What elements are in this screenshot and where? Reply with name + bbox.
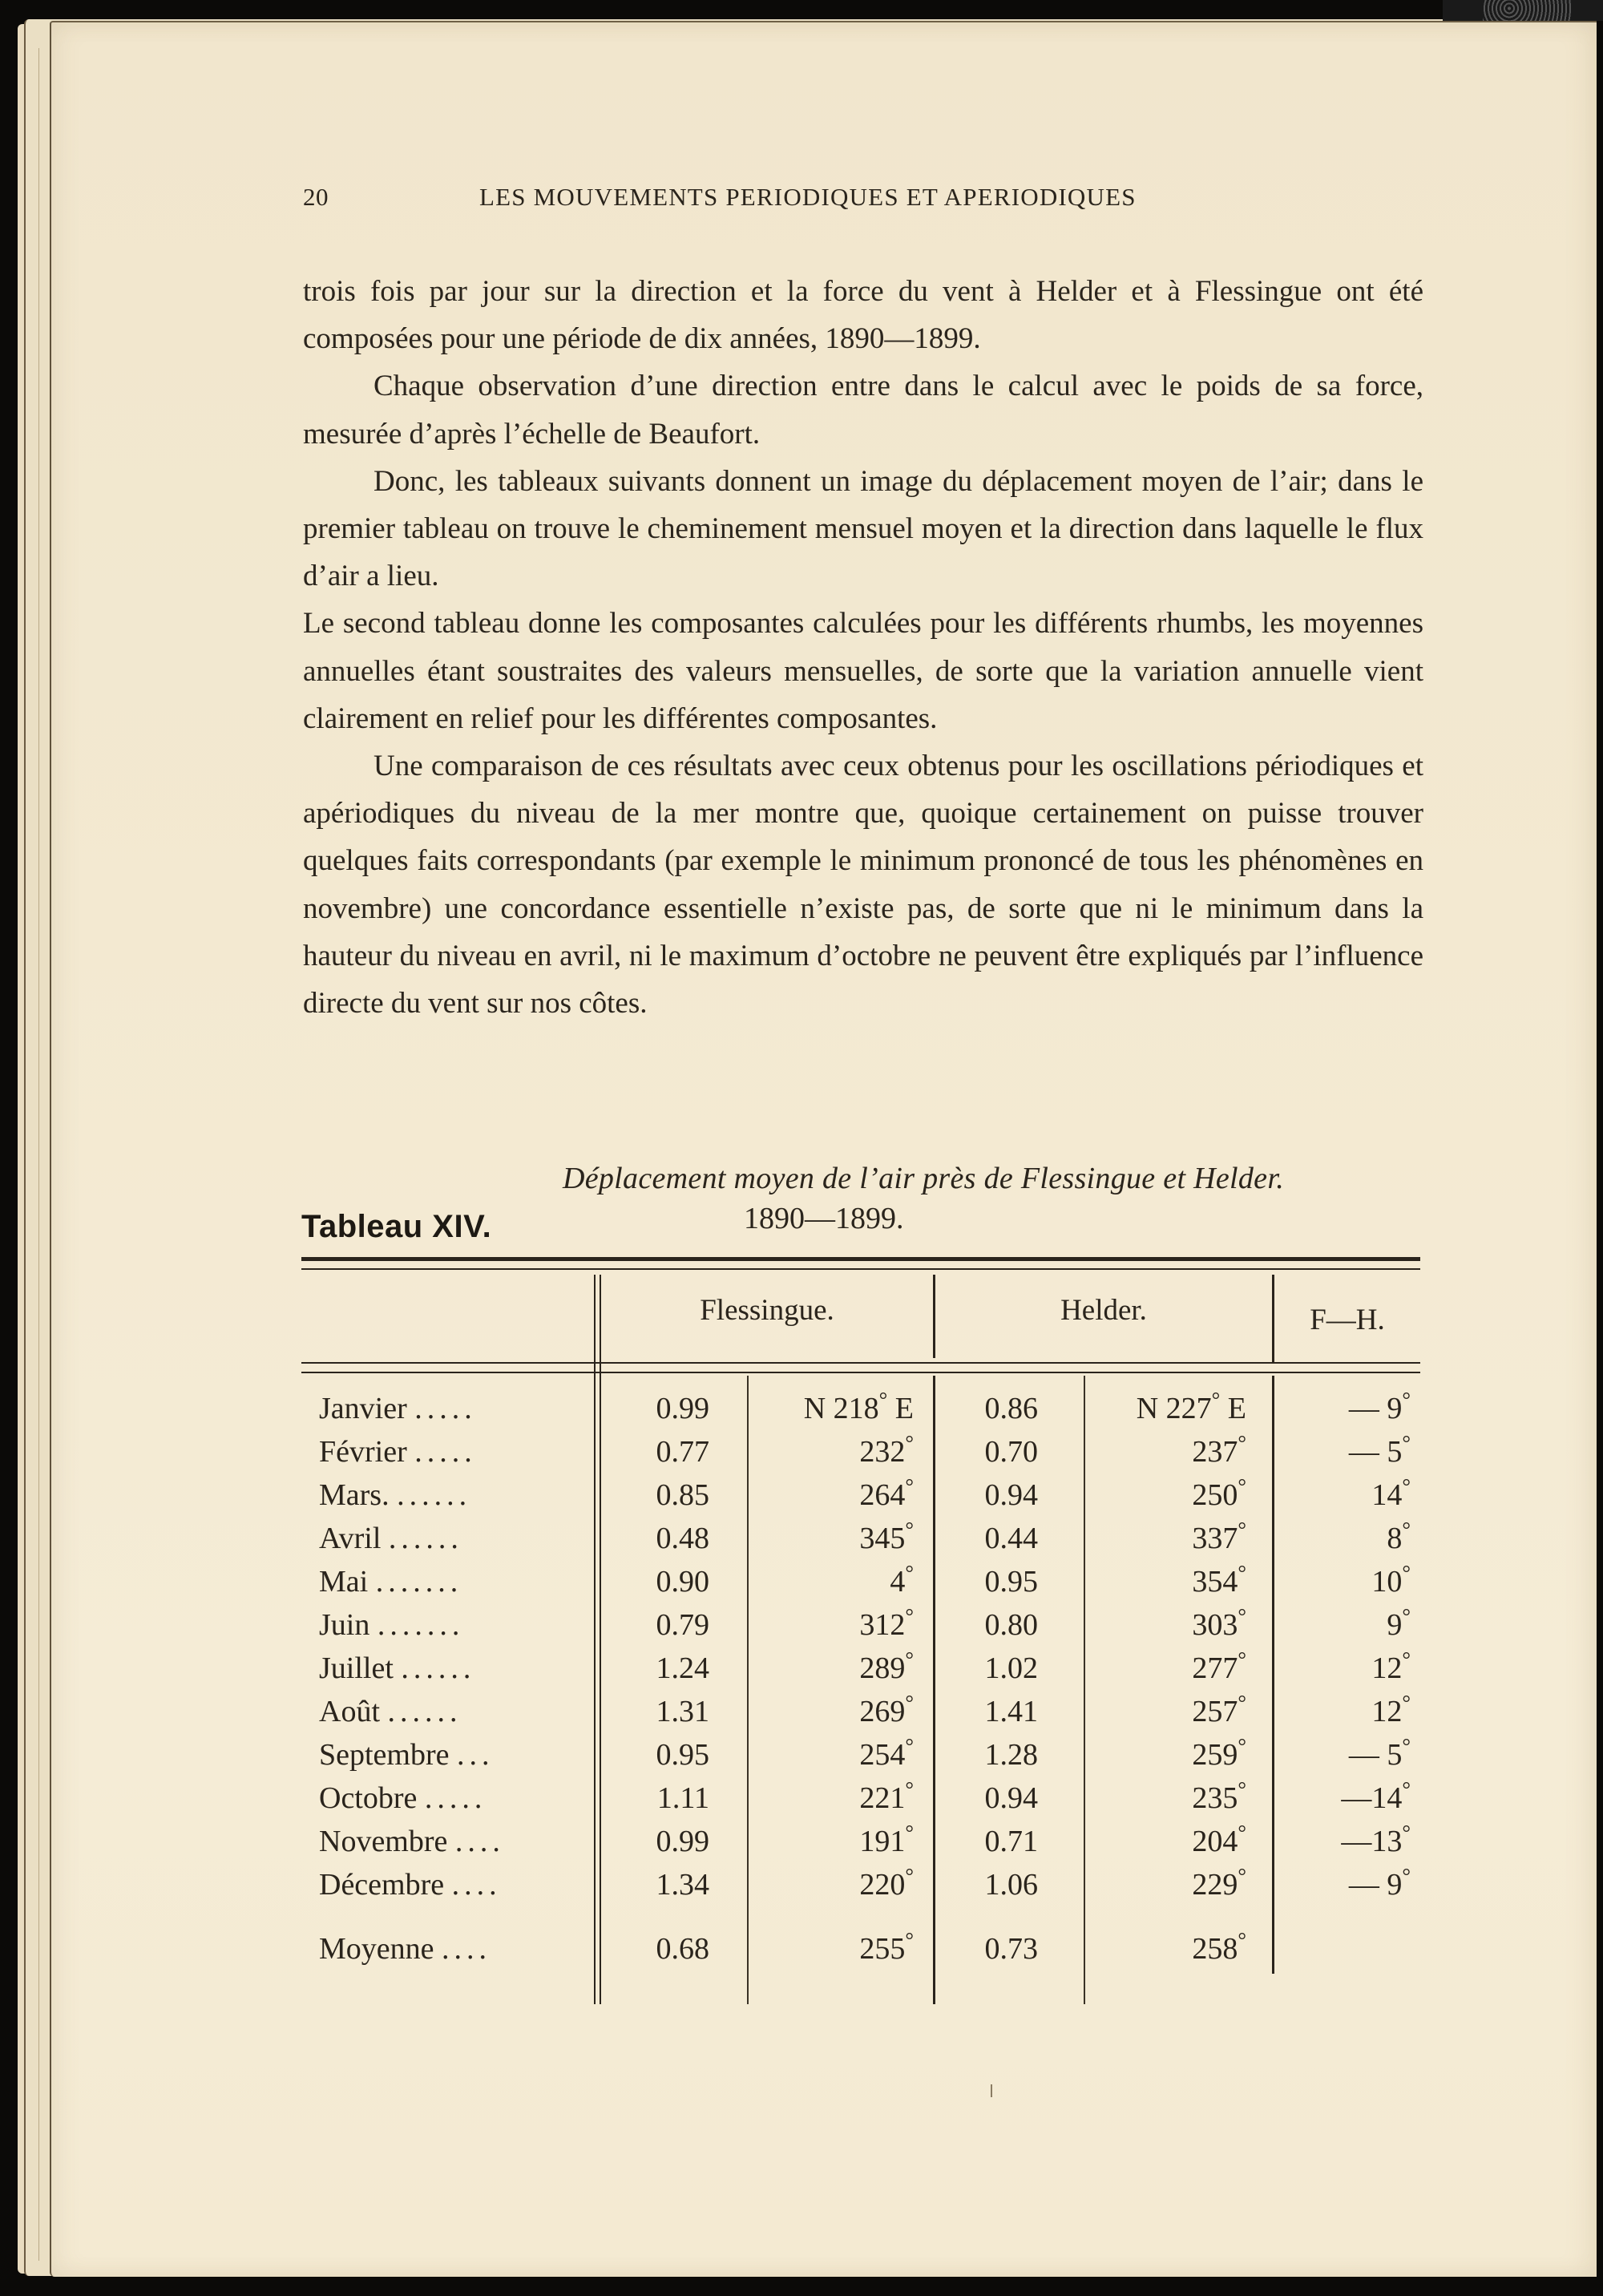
table-years: 1890—1899. [744, 1202, 904, 1235]
degree-symbol: ° [1238, 1517, 1246, 1542]
table-row-month [319, 1777, 575, 1820]
degree-symbol: ° [1402, 1733, 1411, 1758]
table-row-month [319, 1733, 575, 1777]
flessingue-value: 0.79 [656, 1608, 709, 1642]
degree-symbol: ° [1402, 1430, 1411, 1455]
print-speck [991, 2084, 992, 2097]
month-name: Juillet [319, 1651, 394, 1685]
helder-value: 0.86 [984, 1392, 1038, 1425]
paragraph: Une comparaison de ces résultats avec ceux obtenus pour les oscillations périodiques et apériodiques du niveau de la mer montre que, quoique certainement on puisse trouver quelques faits correspondants (par exemple le minimum prononcé de tous les phénomènes en novembre) une concordance essentielle n’existe pas, de sorte que ni le minimum dans la hauteur du niveau en avril, ni le maximum d’octobre ne peuvent être expliqués par l’influence directe du vent sur nos côtes. [303, 750, 1423, 1021]
helder-value: 0.80 [984, 1608, 1038, 1642]
column-divider [747, 1376, 749, 2004]
table-caption: Déplacement moyen de l’air près de Flessingue et Helder. [562, 1162, 1285, 1195]
degree-symbol: ° [905, 1733, 914, 1758]
helder-mean-direction: 258° [1192, 1927, 1246, 1966]
degree-symbol: ° [905, 1820, 914, 1845]
flessingue-value: 0.48 [656, 1522, 709, 1555]
leader-dots: ... [457, 1738, 495, 1772]
month-name: Août [319, 1695, 380, 1728]
helder-direction: 235° [1192, 1777, 1246, 1815]
degree-symbol: ° [1238, 1820, 1246, 1845]
body-text [303, 268, 1423, 1027]
flessingue-direction: 345° [859, 1517, 914, 1555]
page-number: 20 [303, 183, 329, 211]
flessingue-value: 0.85 [656, 1478, 709, 1512]
difference-value: — 9° [1348, 1863, 1411, 1902]
leader-dots: ...... [388, 1522, 463, 1555]
leader-dots: ..... [414, 1435, 477, 1469]
difference-value: 9° [1387, 1603, 1411, 1642]
flessingue-value: 1.34 [656, 1868, 709, 1902]
degree-symbol: ° [1402, 1517, 1411, 1542]
column-divider [594, 1275, 596, 2004]
degree-symbol: ° [1402, 1560, 1411, 1585]
table-row-month [319, 1603, 575, 1647]
degree-symbol: ° [905, 1863, 914, 1888]
paragraph: Donc, les tableaux suivants donnent un image du déplacement moyen de l’air; dans le premier tableau on trouve le cheminement mensuel moyen et la direction dans laquelle le flux d’air a lieu. [303, 464, 1423, 593]
degree-symbol: ° [878, 1387, 888, 1412]
table-row-month [319, 1430, 575, 1473]
degree-symbol: ° [1238, 1777, 1246, 1801]
month-name: Mai [319, 1565, 369, 1599]
degree-symbol: ° [905, 1690, 914, 1715]
degree-symbol: ° [1402, 1603, 1411, 1628]
helder-direction: 303° [1192, 1603, 1246, 1642]
book-binding-edge [1443, 0, 1603, 21]
difference-value: — 9° [1348, 1387, 1411, 1425]
flessingue-mean-value: 0.68 [656, 1932, 709, 1966]
degree-symbol: ° [1238, 1560, 1246, 1585]
helder-direction: 277° [1192, 1647, 1246, 1685]
table-row-month [319, 1863, 575, 1906]
degree-symbol: ° [1402, 1387, 1411, 1412]
table-row-month [319, 1517, 575, 1560]
flessingue-direction: 312° [859, 1603, 914, 1642]
degree-symbol: ° [1238, 1733, 1246, 1758]
leader-dots: ..... [414, 1392, 477, 1425]
flessingue-value: 0.95 [656, 1738, 709, 1772]
column-divider [600, 1275, 601, 2004]
helder-direction: 259° [1192, 1733, 1246, 1772]
helder-value: 0.70 [984, 1435, 1038, 1469]
helder-direction: 237° [1192, 1430, 1246, 1469]
leader-dots: .... [451, 1868, 502, 1902]
difference-value: 14° [1371, 1473, 1411, 1512]
column-divider [1084, 1376, 1085, 2004]
degree-symbol: ° [905, 1560, 914, 1585]
degree-symbol: ° [905, 1517, 914, 1542]
table-top-rule [301, 1268, 1420, 1270]
leader-dots: .... [442, 1932, 492, 1966]
month-name: Juin [319, 1608, 370, 1642]
month-name: Décembre [319, 1868, 445, 1902]
month-name: Février [319, 1435, 407, 1469]
degree-symbol: ° [905, 1430, 914, 1455]
difference-value: —14° [1341, 1777, 1411, 1815]
helder-direction: 204° [1192, 1820, 1246, 1858]
month-name: Moyenne [319, 1932, 434, 1966]
degree-symbol: ° [1238, 1927, 1246, 1952]
flessingue-value: 1.24 [656, 1651, 709, 1685]
degree-symbol: ° [905, 1647, 914, 1671]
degree-symbol: ° [1211, 1387, 1221, 1412]
flessingue-direction: 264° [859, 1473, 914, 1512]
table-top-rule [301, 1257, 1420, 1261]
helder-direction: 337° [1192, 1517, 1246, 1555]
flessingue-direction: 232° [859, 1430, 914, 1469]
leader-dots: .... [454, 1825, 505, 1858]
running-head [303, 183, 1425, 223]
helder-mean-value: 0.73 [984, 1932, 1038, 1966]
helder-value: 1.06 [984, 1868, 1038, 1902]
degree-symbol: ° [1238, 1430, 1246, 1455]
flessingue-direction: 191° [859, 1820, 914, 1858]
helder-direction: N 227° E [1136, 1387, 1246, 1425]
leader-dots: ....... [375, 1565, 463, 1599]
degree-symbol: ° [1402, 1473, 1411, 1498]
helder-value: 0.94 [984, 1781, 1038, 1815]
helder-value: 0.94 [984, 1478, 1038, 1512]
flessingue-direction: 221° [859, 1777, 914, 1815]
flessingue-direction: 269° [859, 1690, 914, 1728]
table-row-month [319, 1647, 575, 1690]
helder-value: 0.95 [984, 1565, 1038, 1599]
difference-value: — 5° [1348, 1733, 1411, 1772]
paragraph: Chaque observation d’une direction entre dans le calcul avec le poids de sa force, mesurée d’après l’échelle de Beaufort. [303, 370, 1423, 451]
degree-symbol: ° [1238, 1647, 1246, 1671]
degree-symbol: ° [1402, 1647, 1411, 1671]
leader-dots: ....... [377, 1608, 465, 1642]
degree-symbol: ° [1238, 1473, 1246, 1498]
degree-symbol: ° [1238, 1863, 1246, 1888]
table-row-month [319, 1387, 575, 1430]
difference-value: 10° [1371, 1560, 1411, 1599]
table-label: Tableau XIV. [301, 1209, 492, 1244]
helder-direction: 257° [1192, 1690, 1246, 1728]
header-flessingue: Flessingue. [700, 1294, 834, 1327]
helder-value: 1.02 [984, 1651, 1038, 1685]
leader-dots: ...... [401, 1651, 476, 1685]
table-row-month [319, 1560, 575, 1603]
page-edge-line [38, 48, 39, 2261]
header-diff: F—H. [1310, 1304, 1385, 1336]
difference-value: — 5° [1348, 1430, 1411, 1469]
flessingue-mean-direction: 255° [859, 1927, 914, 1966]
flessingue-direction: N 218° E [803, 1387, 914, 1425]
month-name: Janvier [319, 1392, 407, 1425]
leader-dots: ...... [387, 1695, 462, 1728]
flessingue-value: 0.77 [656, 1435, 709, 1469]
helder-value: 1.28 [984, 1738, 1038, 1772]
degree-symbol: ° [1402, 1863, 1411, 1888]
difference-value: 12° [1371, 1690, 1411, 1728]
running-title: LES MOUVEMENTS PERIODIQUES ET APERIODIQUES [479, 183, 1137, 211]
helder-value: 0.71 [984, 1825, 1038, 1858]
helder-value: 1.41 [984, 1695, 1038, 1728]
month-name: Septembre [319, 1738, 450, 1772]
degree-symbol: ° [1238, 1690, 1246, 1715]
month-name: Avril [319, 1522, 382, 1555]
helder-value: 0.44 [984, 1522, 1038, 1555]
leader-dots: ...... [397, 1478, 472, 1512]
degree-symbol: ° [905, 1603, 914, 1628]
flessingue-value: 0.99 [656, 1825, 709, 1858]
difference-value: 8° [1387, 1517, 1411, 1555]
helder-direction: 229° [1192, 1863, 1246, 1902]
flessingue-value: 1.31 [656, 1695, 709, 1728]
table-row-month [319, 1820, 575, 1863]
table-row-month [319, 1690, 575, 1733]
flessingue-direction: 4° [890, 1560, 914, 1599]
degree-symbol: ° [1402, 1690, 1411, 1715]
month-name: Mars. [319, 1478, 390, 1512]
month-name: Novembre [319, 1825, 448, 1858]
paragraph: trois fois par jour sur la direction et la force du vent à Helder et à Flessingue ont été composées pour une période de dix années, 1890—1899. [303, 275, 1423, 356]
degree-symbol: ° [1402, 1777, 1411, 1801]
flessingue-value: 1.11 [656, 1781, 709, 1815]
degree-symbol: ° [1402, 1820, 1411, 1845]
degree-symbol: ° [905, 1777, 914, 1801]
flessingue-value: 0.99 [656, 1392, 709, 1425]
difference-value: —13° [1341, 1820, 1411, 1858]
table-row-month [319, 1473, 575, 1517]
paragraph: Le second tableau donne les composantes calculées pour les différents rhumbs, les moyennes annuelles étant soustraites des valeurs mensuelles, de sorte que la variation annuelle vient clairement en relief pour les différentes composantes. [303, 607, 1423, 735]
leader-dots: ..... [424, 1781, 487, 1815]
flessingue-value: 0.90 [656, 1565, 709, 1599]
degree-symbol: ° [905, 1927, 914, 1952]
header-bottom-rule [301, 1372, 1420, 1373]
flessingue-direction: 289° [859, 1647, 914, 1685]
mean-row-label [319, 1927, 575, 1971]
degree-symbol: ° [905, 1473, 914, 1498]
month-name: Octobre [319, 1781, 418, 1815]
flessingue-direction: 254° [859, 1733, 914, 1772]
helder-direction: 250° [1192, 1473, 1246, 1512]
flessingue-direction: 220° [859, 1863, 914, 1902]
difference-value: 12° [1371, 1647, 1411, 1685]
helder-direction: 354° [1192, 1560, 1246, 1599]
header-bottom-rule [301, 1362, 1420, 1364]
degree-symbol: ° [1238, 1603, 1246, 1628]
header-helder: Helder. [1060, 1294, 1147, 1327]
